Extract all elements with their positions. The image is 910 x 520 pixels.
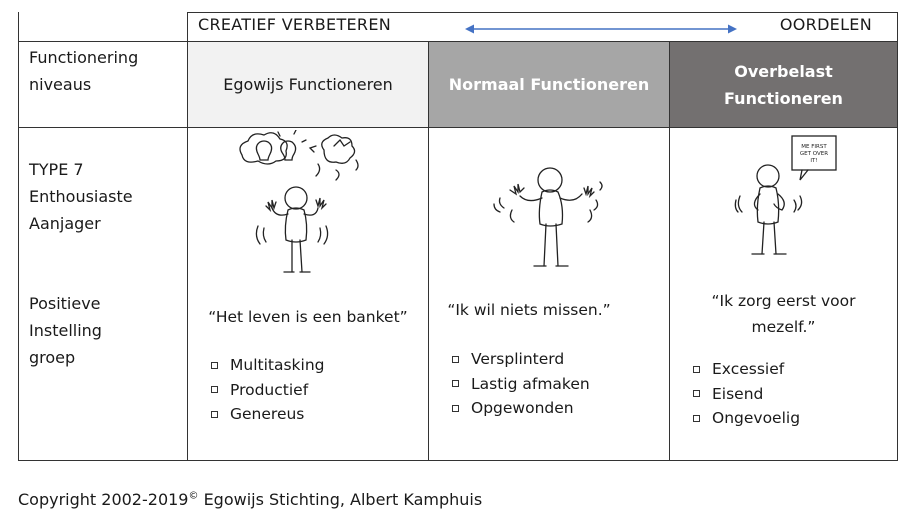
column-header-overbelast-text: Overbelast Functioneren: [724, 61, 843, 108]
row-header-line2: niveaus: [29, 75, 92, 94]
square-bullet-icon: [693, 415, 700, 422]
quote-overbelast: “Ik zorg eerst voor mezelf.”: [711, 292, 856, 336]
square-bullet-icon: [452, 356, 459, 363]
list-item: Excessief: [693, 357, 800, 382]
square-bullet-icon: [452, 405, 459, 412]
scale-label-creative: CREATIEF VERBETEREN: [198, 15, 392, 34]
scale-label-judging: OORDELEN: [779, 15, 872, 34]
column-header-egowijs-text: Egowijs Functioneren: [223, 75, 393, 94]
square-bullet-icon: [693, 390, 700, 397]
list-item: Productief: [211, 378, 324, 403]
square-bullet-icon: [452, 380, 459, 387]
square-bullet-icon: [211, 411, 218, 418]
copyright-symbol: ©: [188, 490, 199, 502]
column-header-egowijs: [188, 42, 428, 127]
table-border-right: [897, 12, 898, 461]
list-item: Opgewonden: [452, 396, 590, 421]
quote-normaal: “Ik wil niets missen.”: [447, 301, 611, 319]
quote-egowijs: “Het leven is een banket”: [208, 308, 408, 326]
sketch-sign-text: ME FIRST GET OVER IT!: [799, 144, 829, 164]
square-bullet-icon: [211, 362, 218, 369]
copyright-notice: Copyright 2002-2019© Egowijs Stichting, Albert Kamphuis: [18, 490, 483, 509]
column-header-normaal-text: Normaal Functioneren: [448, 75, 650, 94]
sketch-enthusiastic-figure: [232, 130, 392, 280]
table-border-header-bottom: [18, 127, 897, 128]
list-item: Multitasking: [211, 353, 324, 378]
table-border-bottom: [18, 460, 897, 461]
square-bullet-icon: [693, 366, 700, 373]
row-header-label: [29, 44, 138, 98]
list-item: Ongevoelig: [693, 406, 800, 431]
list-item: Versplinterd: [452, 347, 590, 372]
table-border-top: [188, 12, 897, 13]
list-item: Genereus: [211, 402, 324, 427]
trait-list-normaal: [452, 347, 590, 421]
list-item: Eisend: [693, 382, 800, 407]
square-bullet-icon: [211, 386, 218, 393]
double-arrow-icon: [465, 22, 737, 36]
trait-list-overbelast: [693, 357, 800, 431]
column-header-normaal: [429, 42, 669, 127]
type-label: TYPE 7 Enthousiaste Aanjager: [29, 160, 133, 233]
positive-group-label: Positieve Instelling groep: [29, 294, 102, 367]
sketch-distracted-figure: [490, 160, 610, 275]
sketch-overloaded-figure: [722, 130, 842, 260]
row-header-line1: Functionering: [29, 48, 139, 67]
trait-list-egowijs: [211, 353, 324, 427]
column-header-overbelast: [670, 42, 897, 127]
table-border-left: [18, 12, 19, 461]
list-item: Lastig afmaken: [452, 372, 590, 397]
